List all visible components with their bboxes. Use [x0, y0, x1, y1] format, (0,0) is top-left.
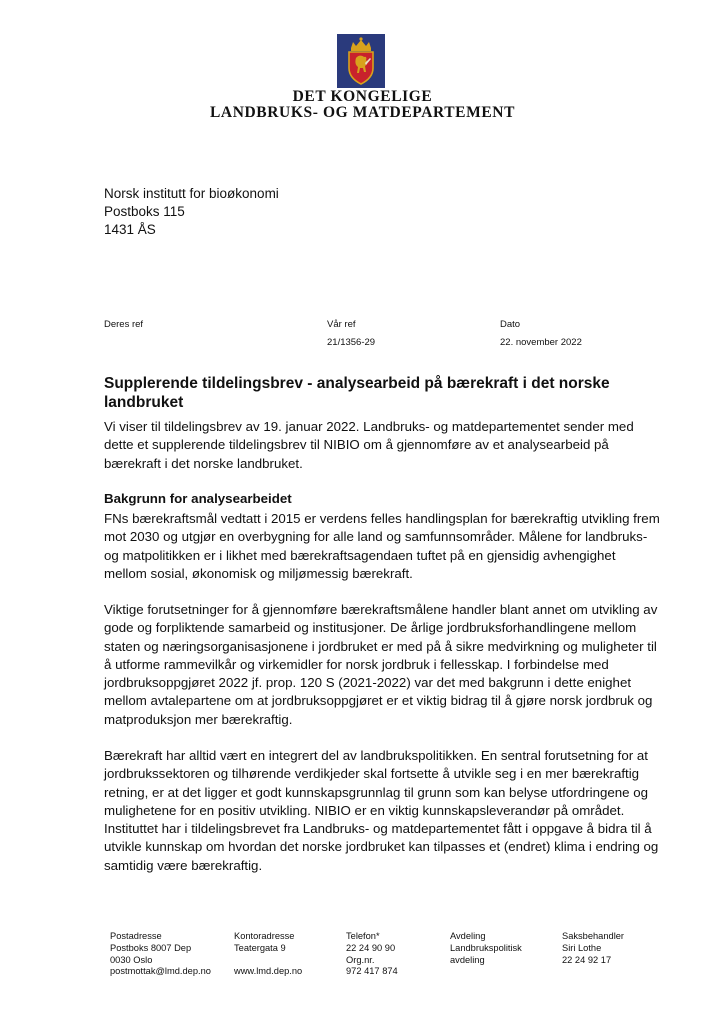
footer-label: Telefon* — [346, 931, 380, 941]
paragraph-1: FNs bærekraftsmål vedtatt i 2015 er verdens felles handlingsplan for bærekraftig utvikling frem mot 2030 og utgjør en overbygning for alle land og samfunnsområder. Målene for landbruks- og matpolitikken er i likhet med bærekraftsagendaen tuftet på en gjensidig avhengighet mellom sosial, økonomisk og miljømessig bærekraft. — [104, 511, 660, 581]
recipient-address — [104, 185, 279, 239]
footer-avdeling — [450, 931, 522, 966]
footer-website: www.lmd.dep.no — [234, 966, 303, 977]
footer-telefon — [346, 931, 398, 978]
footer-line: 0030 Oslo — [110, 954, 153, 965]
recipient-name: Norsk institutt for bioøkonomi — [104, 186, 279, 201]
footer-label: Kontoradresse — [234, 931, 295, 941]
deres-ref-label: Deres ref — [104, 319, 144, 330]
footer-label: Postadresse — [110, 931, 162, 941]
footer-line: 22 24 90 90 — [346, 942, 396, 953]
footer-postadresse — [110, 931, 211, 978]
var-ref-value: 21/1356-29 — [327, 337, 376, 348]
department-name-line1: DET KONGELIGE — [292, 88, 433, 105]
var-ref-label: Vår ref — [327, 319, 356, 330]
department-name-line2: LANDBRUKS- OG MATDEPARTEMENT — [209, 104, 516, 121]
footer-line: 972 417 874 — [346, 966, 398, 977]
dato-value: 22. november 2022 — [500, 337, 582, 348]
section-heading: Bakgrunn for analysearbeidet — [104, 491, 292, 506]
recipient-city: 1431 ÅS — [104, 222, 156, 237]
footer-email: postmottak@lmd.dep.no — [110, 966, 211, 977]
footer-line: Teatergata 9 — [234, 942, 286, 953]
footer-spacer — [234, 955, 302, 967]
footer-line: Org.nr. — [346, 954, 375, 965]
coat-of-arms-icon — [337, 34, 385, 88]
intro-paragraph: Vi viser til tildelingsbrev av 19. januar 2022. Landbruks- og matdepartementet sender med dette et supplerende tildelingsbrev til NIBIO om å gjennomføre av et analysearbeid på bærekraft i det norske landbruket. — [104, 419, 634, 471]
footer-line: Siri Lothe — [562, 942, 602, 953]
paragraph-3: Bærekraft har alltid vært en integrert del av landbrukspolitikken. En sentral forutsetning for at jordbrukssektoren og tilhørende verdikjeder skal fortsette å utvikle seg i en mer bærekraftig retning, er at det ligger et godt kunnskapsgrunnlag til grunn som kan belyse utfordringene og mulighetene for en positiv utvikling. NIBIO er en viktig kunnskapsleverandør på området. Instituttet har i tildelingsbrevet fra Landbruks- og matdepartementet fått i oppgave å bidra til å utvikle kunnskap om hvordan det norske jordbruket kan tilpasses et (endret) klima i endring og samtidig være bærekraftig. — [104, 748, 659, 873]
footer-saksbehandler — [562, 931, 624, 966]
paragraph-2: Viktige forutsetninger for å gjennomføre bærekraftsmålene handler blant annet om utvikling av gode og forpliktende samarbeid og institusjoner. De årlige jordbruksforhandlingene mellom staten og næringsorganisasjonene i jordbruket er med på å sikre medvirkning og muligheter til å utforme rammevilkår og virkemidler for norsk jordbruk i fellesskap. I forbindelse med jordbruksoppgjøret 2022 jf. prop. 120 S (2021-2022) var det med bakgrunn i dette enighet mellom avtalepartene om at jordbruksoppgjøret er et viktig bidrag til å gjøre norsk jordbruk og matproduksjon mer bærekraftig. — [104, 602, 658, 727]
footer-line: avdeling — [450, 954, 485, 965]
footer-label: Avdeling — [450, 931, 486, 941]
footer-line: Landbrukspolitisk — [450, 942, 522, 953]
footer-label: Saksbehandler — [562, 931, 625, 941]
recipient-postbox: Postboks 115 — [104, 204, 185, 219]
footer-line: Postboks 8007 Dep — [110, 942, 192, 953]
dato-label: Dato — [500, 319, 521, 330]
footer-kontoradresse — [234, 931, 302, 978]
letter-title: Supplerende tildelingsbrev - analysearbeid på bærekraft i det norske landbruket — [104, 375, 610, 411]
footer-line: 22 24 92 17 — [562, 954, 612, 965]
